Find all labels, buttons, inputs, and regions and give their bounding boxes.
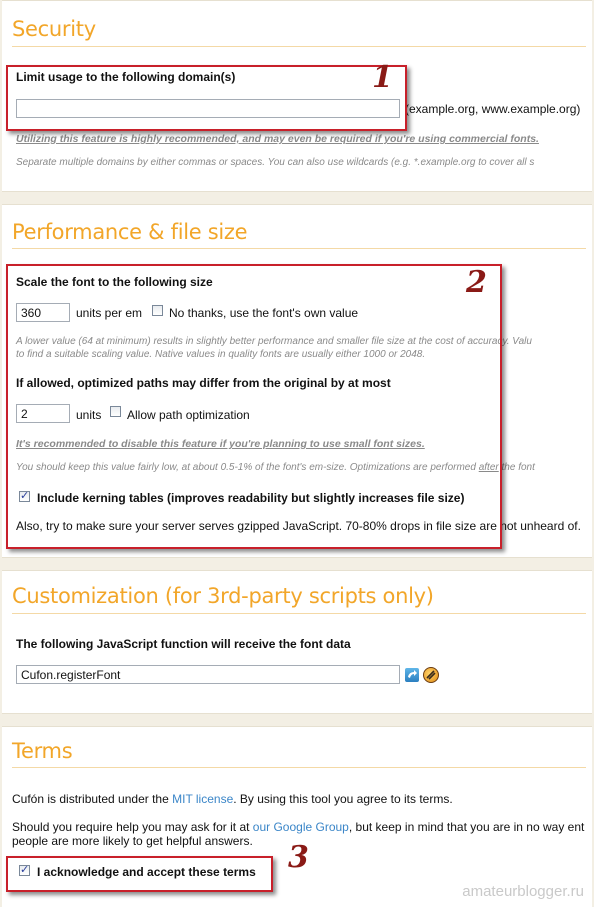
terms-title-rule xyxy=(12,767,586,768)
function-input[interactable] xyxy=(16,665,400,684)
scale-label: Scale the font to the following size xyxy=(16,275,213,289)
no-thanks-checkbox[interactable] xyxy=(152,305,163,316)
path-label: If allowed, optimized paths may differ from the original by at most xyxy=(16,376,391,390)
accept-terms-checkbox[interactable] xyxy=(19,865,30,876)
security-section xyxy=(2,0,592,192)
terms-section xyxy=(2,726,592,907)
mit-license-link[interactable]: MIT license xyxy=(172,792,234,806)
path-recommendation: It's recommended to disable this feature if you're planning to use small font sizes. xyxy=(16,438,425,450)
allow-path-label[interactable]: Allow path optimization xyxy=(127,408,250,422)
scale-input[interactable] xyxy=(16,303,70,322)
watermark: amateurblogger.ru xyxy=(462,883,584,900)
scale-note-2: to find a suitable scaling value. Native values in quality fonts are usually either 1000 or 2048. xyxy=(16,349,426,360)
google-group-link[interactable]: our Google Group xyxy=(252,820,349,834)
help-line-2: people are more likely to get helpful answers. xyxy=(12,834,253,848)
allow-path-checkbox[interactable] xyxy=(110,406,121,417)
scale-note-1: A lower value (64 at minimum) results in slightly better performance and smaller file size at the cost of accuracy. Valu xyxy=(16,336,532,347)
kerning-checkbox[interactable] xyxy=(19,491,30,502)
path-input[interactable] xyxy=(16,404,70,423)
license-text-a: Cufón is distributed under the xyxy=(12,792,173,806)
annotation-number-2: 2 xyxy=(466,265,487,300)
accept-terms-label[interactable]: I acknowledge and accept these terms xyxy=(37,865,256,879)
domain-label: Limit usage to the following domain(s) xyxy=(16,70,236,84)
domain-help: Separate multiple domains by either commas or spaces. You can also use wildcards (e.g. *.example.org to cover all s xyxy=(16,157,535,168)
function-label: The following JavaScript function will receive the font data xyxy=(16,637,351,651)
gzip-note: Also, try to make sure your server serves gzipped JavaScript. 70-80% drops in file size are not unheard of. xyxy=(16,519,581,533)
help-text-a: Should you require help you may ask for it at xyxy=(12,820,253,834)
no-thanks-label[interactable]: No thanks, use the font's own value xyxy=(169,306,359,320)
domain-recommendation: Utilizing this feature is highly recommended, and may even be required if you're using commercial fonts. xyxy=(16,133,539,145)
domain-input[interactable] xyxy=(16,99,400,118)
help-text-b: , but keep in mind that you are in no way ent xyxy=(348,820,585,834)
path-note-after: after xyxy=(478,462,499,473)
domain-example: (example.org, www.example.org) xyxy=(405,102,581,116)
license-line xyxy=(12,792,453,806)
reset-icon[interactable] xyxy=(423,667,439,683)
security-title: Security xyxy=(12,17,96,41)
annotation-number-3: 3 xyxy=(288,840,309,875)
security-title-rule xyxy=(12,46,586,47)
kerning-label[interactable]: Include kerning tables (improves readability but slightly increases file size) xyxy=(37,491,465,505)
performance-title-rule xyxy=(12,248,586,249)
refresh-icon[interactable] xyxy=(405,668,419,682)
customization-title-rule xyxy=(12,613,586,614)
customization-section xyxy=(2,570,592,714)
path-units: units xyxy=(76,408,102,422)
scale-units: units per em xyxy=(76,306,143,320)
path-note-b: the font xyxy=(498,462,535,473)
help-line xyxy=(12,820,584,834)
terms-title: Terms xyxy=(12,739,73,763)
license-text-b: . By using this tool you agree to its terms. xyxy=(233,792,453,806)
performance-section xyxy=(2,204,592,558)
annotation-number-1: 1 xyxy=(372,60,393,95)
customization-title: Customization (for 3rd-party scripts only) xyxy=(12,584,434,608)
path-note-a: You should keep this value fairly low, at about 0.5-1% of the font's em-size. Optimizations are performed xyxy=(16,462,479,473)
path-note xyxy=(16,462,535,473)
performance-title: Performance & file size xyxy=(12,220,248,244)
